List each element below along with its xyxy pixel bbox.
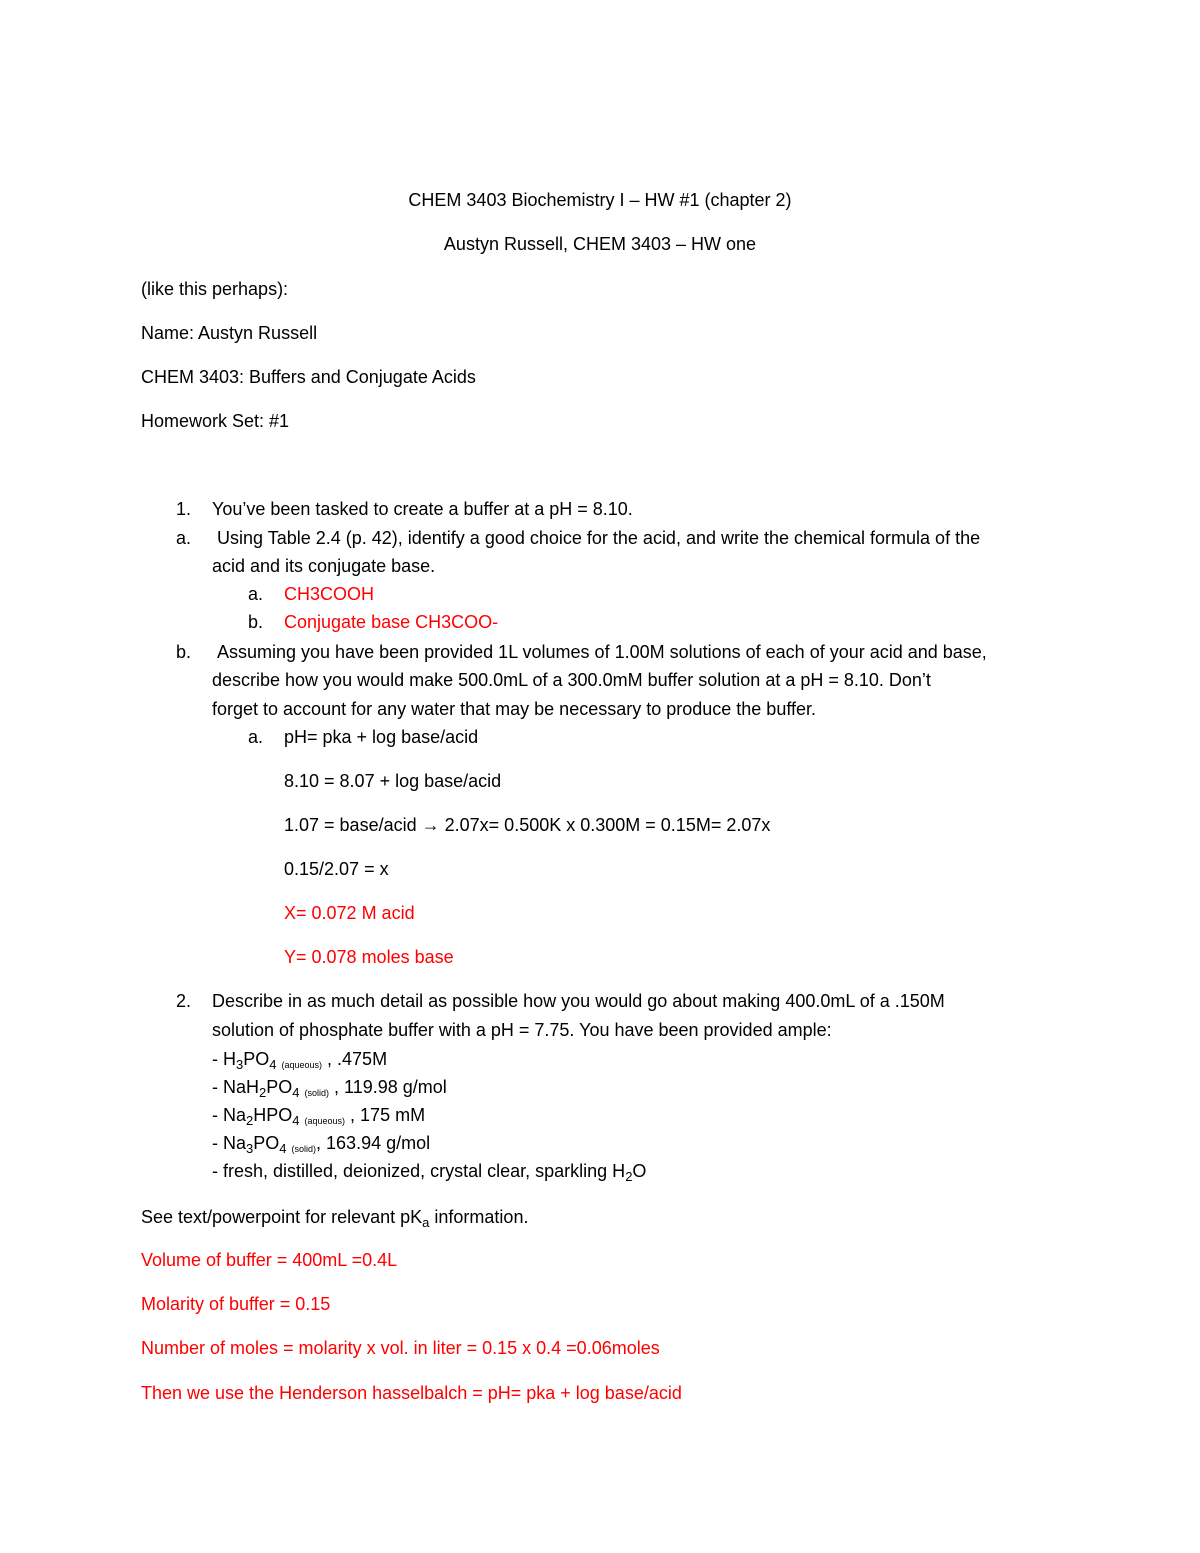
answer-molarity: Molarity of buffer = 0.15 <box>141 1294 331 1314</box>
q1b-line: forget to account for any water that may be necessary to produce the buffer. <box>212 699 817 719</box>
q1b-line: Assuming you have been provided 1L volumes of 1.00M solutions of each of your acid and base, <box>217 642 987 662</box>
reagent-item: - $H_3PO_4$ (aqueous) , .475M <box>212 1049 388 1072</box>
answer-henderson: Then we use the Henderson hasselbalch = pH= pka + log base/acid <box>141 1383 682 1403</box>
q1b-work-ratio: 1.07 = base/acid <box>284 815 417 835</box>
student-name: Name: Austyn Russell <box>141 323 318 343</box>
document-subtitle: Austyn Russell, CHEM 3403 – HW one <box>443 234 757 254</box>
q1a-answer-b-marker: b. <box>248 612 264 632</box>
q1a-answer-base: Conjugate base CH3COO- <box>284 612 499 632</box>
document-title: CHEM 3403 Biochemistry I – HW #1 (chapter 2) <box>408 190 792 210</box>
reagent-item: - $Na_3PO_4$ (solid), 163.94 g/mol <box>212 1133 431 1156</box>
q1-text: You’ve been tasked to create a buffer at a pH = 8.10. <box>212 499 633 519</box>
q1b-work-line: 0.15/2.07 = x <box>284 859 389 879</box>
q1b-marker: b. <box>176 642 192 662</box>
pka-note: See text/powerpoint for relevant $pK_a$ information. <box>141 1207 529 1230</box>
course-topic: CHEM 3403: Buffers and Conjugate Acids <box>141 367 476 387</box>
q1a-line: Using Table 2.4 (p. 42), identify a good choice for the acid, and write the chemical formula of the <box>217 528 981 548</box>
answer-moles: Number of moles = molarity x vol. in liter = 0.15 x 0.4 =0.06moles <box>141 1338 660 1358</box>
q2-number: 2. <box>176 991 192 1011</box>
q1a-answer-acid: CH3COOH <box>284 584 375 604</box>
q1b-answer-base: Y= 0.078 moles base <box>284 947 454 967</box>
q1b-line: describe how you would make 500.0mL of a 300.0mM buffer solution at a pH = 8.10. Don’t <box>212 670 931 690</box>
q1b-answer-marker: a. <box>248 727 264 747</box>
q1b-answer-acid: X= 0.072 M acid <box>284 903 415 923</box>
answer-volume: Volume of buffer = 400mL =0.4L <box>141 1250 398 1270</box>
q2-line: solution of phosphate buffer with a pH = 7.75. You have been provided ample: <box>212 1020 832 1040</box>
q1a-answer-a-marker: a. <box>248 584 264 604</box>
homework-set: Homework Set: #1 <box>141 411 290 431</box>
q1b-work-line <box>284 814 770 836</box>
reagent-item: - $NaH_2PO_4$ (solid) , 119.98 g/mol <box>212 1077 447 1100</box>
q1-number: 1. <box>176 499 192 519</box>
q1b-work-calc: 2.07x= 0.500K x 0.300M = 0.15M= 2.07x <box>444 815 771 835</box>
q1a-line: acid and its conjugate base. <box>212 556 436 576</box>
q1b-work-line: pH= pka + log base/acid <box>284 727 479 747</box>
q1a-marker: a. <box>176 528 192 548</box>
arrow-right-icon: → <box>421 815 440 835</box>
reagent-item: - $Na_2HPO_4$ (aqueous) , 175 mM <box>212 1105 426 1128</box>
intro-note: (like this perhaps): <box>141 279 289 299</box>
reagent-item: - fresh, distilled, deionized, crystal clear, sparkling $H_2O$ <box>212 1161 647 1184</box>
q1b-work-line: 8.10 = 8.07 + log base/acid <box>284 771 502 791</box>
q2-line: Describe in as much detail as possible how you would go about making 400.0mL of a .150M <box>212 991 945 1011</box>
